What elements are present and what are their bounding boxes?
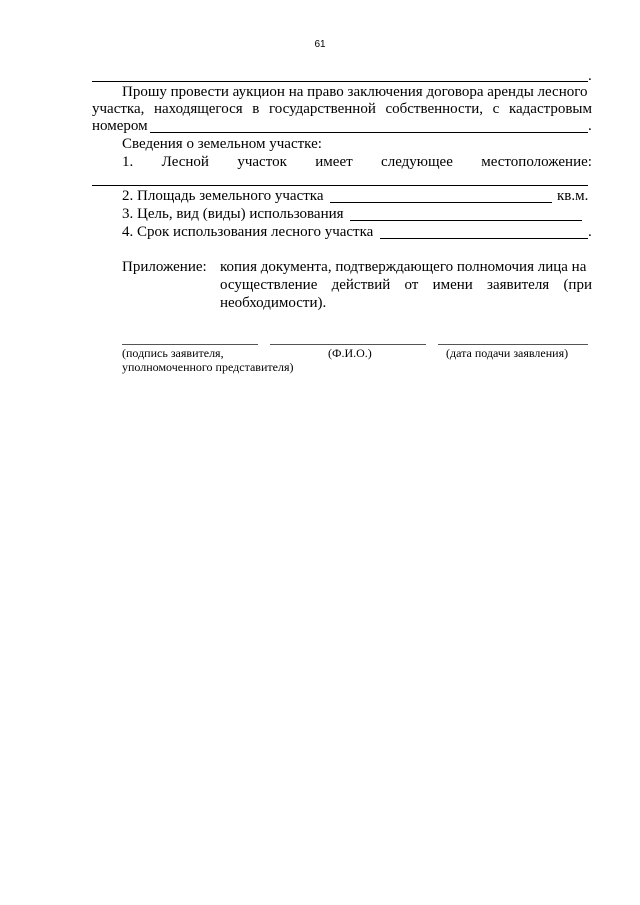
cadastral-number-field[interactable] bbox=[150, 132, 588, 133]
term-line-period: . bbox=[588, 224, 592, 240]
appendix-label: Приложение: bbox=[122, 259, 207, 275]
request-word: участка, bbox=[92, 101, 145, 117]
appendix-line-1: копия документа, подтверждающего полномочия лица на bbox=[220, 259, 587, 275]
applicant-line-period: . bbox=[588, 68, 592, 84]
item-1-word: 1. bbox=[122, 154, 134, 170]
applicant-blank-line[interactable] bbox=[92, 81, 588, 82]
item-1-word: местоположение: bbox=[481, 154, 592, 170]
appendix-word: имени bbox=[432, 277, 473, 293]
signature-caption-line-2: уполномоченного представителя) bbox=[122, 360, 294, 374]
submission-date-caption: (дата подачи заявления) bbox=[446, 346, 569, 360]
signature-caption-line-1: (подпись заявителя, bbox=[122, 346, 224, 360]
appendix-word: действий bbox=[331, 277, 391, 293]
item-3-purpose-label: 3. Цель, вид (виды) использования bbox=[122, 206, 344, 222]
purpose-field[interactable] bbox=[350, 220, 582, 221]
request-word: находящегося bbox=[154, 101, 243, 117]
request-word: кадастровым bbox=[508, 101, 592, 117]
full-name-caption: (Ф.И.О.) bbox=[328, 346, 372, 360]
land-info-heading: Сведения о земельном участке: bbox=[122, 136, 322, 152]
request-word: с bbox=[492, 101, 500, 117]
item-1-word: следующее bbox=[381, 154, 453, 170]
item-1-word: участок bbox=[237, 154, 287, 170]
item-1-location bbox=[122, 154, 592, 171]
request-word: в bbox=[252, 101, 260, 117]
page-number: 61 bbox=[314, 39, 326, 50]
item-4-term-label: 4. Срок использования лесного участка bbox=[122, 224, 374, 240]
cadastral-line-period: . bbox=[588, 118, 592, 134]
appendix-word: от bbox=[404, 277, 419, 293]
request-line-2 bbox=[92, 101, 592, 118]
appendix-word: осуществление bbox=[220, 277, 318, 293]
item-2-area-label: 2. Площадь земельного участка bbox=[122, 188, 324, 204]
item-1-word: имеет bbox=[315, 154, 353, 170]
request-word: собственности, bbox=[385, 101, 484, 117]
area-field[interactable] bbox=[330, 202, 552, 203]
appendix-word: заявителя bbox=[487, 277, 550, 293]
request-word: государственной bbox=[268, 101, 376, 117]
appendix-line-2 bbox=[220, 277, 592, 294]
area-unit: кв.м. bbox=[557, 188, 589, 204]
request-line-1: Прошу провести аукцион на право заключения договора аренды лесного bbox=[122, 84, 588, 100]
submission-date-field[interactable] bbox=[438, 344, 588, 345]
cadastral-number-label: номером bbox=[92, 118, 148, 134]
item-1-word: Лесной bbox=[161, 154, 209, 170]
appendix-line-3: необходимости). bbox=[220, 295, 327, 311]
term-field[interactable] bbox=[380, 238, 588, 239]
signature-field[interactable] bbox=[122, 344, 258, 345]
appendix-word: (при bbox=[563, 277, 592, 293]
full-name-field[interactable] bbox=[270, 344, 426, 345]
location-field[interactable] bbox=[92, 185, 588, 186]
